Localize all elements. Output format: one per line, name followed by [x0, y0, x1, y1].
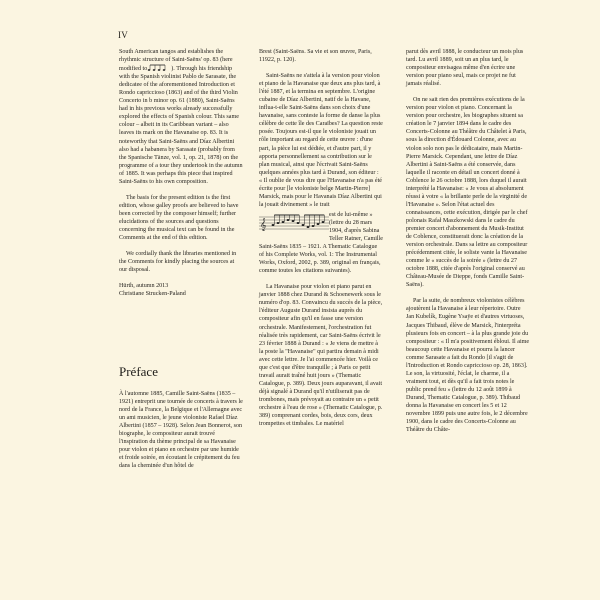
column-left-bottom — [119, 390, 243, 478]
music-example-icon — [259, 213, 329, 233]
svg-text:𝄞: 𝄞 — [260, 217, 267, 231]
paragraph: The basis for the present edition is the first edition, whose galley proofs are believed to have been corrected by the composer himself; further elucidations of the sources and questions concerning the musical text can be found in the Comments at the end of this edition. — [119, 194, 239, 242]
paragraph: La Havanaise pour violon et piano parut en janvier 1888 chez Durand & Schoenewerk sous le numéro d'op. 83. Convaincu du succès de la pièce, l'éditeur Auguste Durand insista auprès du compositeur afin qu'il en fasse une version orchestrale. Manifestement, l'orchestration fut réalisée très rapidement, car Saint-Saëns écrivit le 23 février 1888 à Durand : « Je viens de mettre à la poste la "Havanaise" qui partira demain à midi avec cette lettre. Je l'ai commencée hier. Voilà ce que c'est que d'être tranquille ; à Paris ce petit travail aurait traîné huit jours » (Thematic Catalogue, p. 389). Deux jours auparavant, il avait déjà signalé à Durand qu'il n'utiliserait pas de trombones, mais prévoyait au contraire un « petit orchestre à l'eau de rose » (Thematic Catalogue, p. 389) comprenant cordes, bois, deux cors, deux trompettes et timbales. Le matériel — [259, 284, 383, 428]
section-heading: Préface — [119, 364, 158, 379]
paragraph: On ne sait rien des premières exécutions de la version pour violon et piano. Concernant la version pour orchestre, les biographes situent sa création le 7 janvier 1894 dans le cadre des Concerts-Colonne au Théâtre du Châtelet à Paris, sous la direction d'Édouard Colonne, avec au violon solo non pas le dédicataire, mais Martin-Pierre Marsick. Cependant, une lettre de Díaz Albertini à Saint-Saëns a été conservée, dans laquelle il raconte en détail un concert donné à Coblence le 26 octobre 1888, lors duquel il aurait interprété la Havanaise: « Je vous ai absolument réussi à votre « la brillante perle de la virginité de l'Havanaise ». Selon l'état actuel des connaissances, cette exécution, dirigée par le chef polonais Rafał Maszkowski dans le cadre du premier concert d'abonnement du Musik-Institut de Coblence, constituerait donc la création de la version orchestrale. Dans sa lettre au compositeur précédemment citée, le soliste vante la Havanaise comme le « succès de la soirée » (lettre du 27 octobre 1888, citée d'après l'original conservé au Château-Musée de Dieppe, fonds Camille Saint-Saëns). — [406, 97, 528, 289]
paragraph: We cordially thank the libraries mentioned in the Comments for kindly placing the sources at our disposal. — [119, 251, 237, 274]
column-left-top — [119, 48, 243, 306]
paragraph: Par la suite, de nombreux violonistes célèbres ajoutèrent la Havanaise à leur répertoire. Outre Jan Kubelík, Eugène Ysaÿe et d'autres virtuoses, Jacques Thibaud, élève de Marsick, l'interpréta plusieurs fois en concert – à la plus grande joie du compositeur : « Il m'a positivement ébloui. Il aime beaucoup cette Havanaise et pourra la lancer comme Sarasate a fait du Rondo [il s'agit de l'Introduction et Rondo capriccioso op. 28, 1863]. Le son, la virtuosité, l'éclat, le charme, il a vraiment tout, et dès qu'il a fait trois notes le public prend feu » (lettre du 12 août 1899 à Durand, Thematic Catalogue, p. 389). Thibaud donna la Havanaise en concert les 5 et 12 novembre 1899 puis une autre fois, le 2 décembre 1900, dans le cadre des Concerts-Colonne au Théâtre du Châte- — [406, 298, 530, 434]
paragraph: parut dès avril 1888, le conducteur un mois plus tard. Lu avril 1889, soit un an plus tard, le compositeur envisagea même d'en écrire une version pour piano seul, mais ce projet ne fut jamais réalisé. — [406, 49, 524, 88]
signature-name: Christiane Strucken-Paland — [119, 291, 186, 298]
rhythm-notation-icon — [147, 64, 171, 71]
paragraph: Brest (Saint-Saëns. Sa vie et son œuvre, Paris, 11922, p. 120). — [259, 49, 372, 64]
paragraph-text-cont: ). Through his friendship with the Spanish violinist Pablo de Sarasate, the dedicatee of the aforementioned Introduction et Rondo capriccioso (1863) and of the third Violin Concerto in b minor op. 61 (1880), Saint-Saëns had in his previous works already successfully explored the effects of Spanish colour. This same colour – albeit in its Caribbean variant – also leaves its mark on the Havanaise op. 83. It is noteworthy that Saint-Saëns and Díaz Albertini also had a habanera by Sarasate (probably from the Spanische Tänze, vol. 1, op. 21, 1878) on the programme of a tour they undertook in the autumn of 1885. It was perhaps this piece that inspired Saint-Saëns to his own composition. — [119, 66, 243, 185]
paragraph: À l'automne 1885, Camille Saint-Saëns (1835 – 1921) entreprit une tournée de concerts à travers le nord de la France, la Belgique et l'Allemagne avec un ami musicien, le jeune violoniste Rafael Díaz Albertini (1857 – 1928). Selon Jean Bonnerot, son biographe, le compositeur aurait trouvé l'inspiration du thème principal de sa Havanaise pour violon et piano en orchestre par une humide et froide soirée, en écoutant le crépitement du feu dans la cheminée d'un hôtel de — [119, 391, 243, 470]
paragraph-text: South American tangos and establishes the rhythmic structure of Saint-Saëns' op. 83 (here modified to — [119, 49, 233, 73]
page-number: IV — [118, 30, 129, 40]
column-right — [406, 48, 530, 442]
paragraph: est de lui-même » (lettre du 28 mars 1904, d'après Sabina Teller Ratner, Camille Saint-Saëns 1835 – 1921. A Thematic Catalogue of his Complete Works, vol. 1: The Instrumental Works, Oxford, 2002, p. 389, original en français, comme toutes les citations suivantes). — [259, 211, 383, 275]
paragraph: Saint-Saëns ne s'attela à la version pour violon et piano de la Havanaise que deux ans plus tard, à l'été 1887, et la termina en septembre. L'origine cubaine de Díaz Albertini, natif de la Havane, influa-t-elle Saint-Saëns dans son choix d'une havanaise, sans conteste la forme de danse la plus célèbre de cette île des Caraïbes? La question reste posée. Toujours est-il que le violoniste jouait un rôle important au regard de cette œuvre : d'une part, la pièce lui est dédiée, et d'autre part, il y apporta personnellement sa contribution sur le plan musical, ainsi que l'écrivait Saint-Saëns quelques années plus tard à Durand, son éditeur : « Il oublie de vous dire que l'Havanaise n'a pas été écrite pour [le violoniste belge Martin-Pierre] Marsick, mais pour le Havanais Díaz Albertini qui la jouait divinement » le trait — [259, 73, 383, 208]
column-middle — [259, 48, 383, 436]
paragraph — [119, 48, 243, 186]
signature-place-date: Hürth, autumn 2013 — [119, 283, 169, 290]
